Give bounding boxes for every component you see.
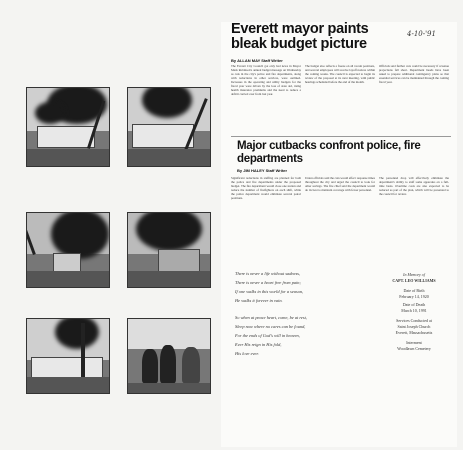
memorial-poem [231,270,371,444]
memorial-line: Services Conducted at [396,318,432,323]
memorial-line: Interment [406,340,422,345]
fire-photo-1 [26,87,110,167]
firefighters-photo [127,318,211,394]
memorial-line: March 10, 1991 [401,308,427,313]
article2-headline: Major cutbacks confront police, fire departments [237,140,421,165]
article1-col3: Officials said further cuts could be necessary if revenue projections fall short. Department heads have been asked to prepare additional contingency plans so that essential services can be maintained through the coming fiscal year. [379,64,449,84]
article1-col1: The Everett City Council got only bad news in Mayor Mark Robinson's annual budget message on Wednesday as cuts in the city's police and fire departments, along with reductions in other services, were outlined. Increases in the operating and utility budgets for the fiscal year were driven by the loss of state aid, rising health insurance premiums and the need to reduce a deficit carried over from last year. [231,64,301,96]
memorial-title: In Memory of [403,272,425,277]
poem-line: There is never a heart free from pain; [235,280,301,285]
memorial-line: Saint Joseph Church [397,324,431,329]
memorial-card [377,272,451,392]
poem-line: There is never a life without sadness, [235,271,301,276]
poem-line: Sleep now where no cares can be found, [235,324,306,329]
memorial-line: Woodlawn Cemetery [397,346,431,351]
poem-line: He walks it forever in vain. [235,298,283,303]
newspaper-clippings [221,22,457,447]
poem-line: His love ever. [235,351,259,356]
memorial-line: Date of Death [402,302,426,307]
poem-line: If one walks in this world for a season, [235,289,304,294]
memorial-name: CAPT. LEO WILLIAMS [392,278,436,283]
article1-byline: By ALLAN MAY Staff Writer [231,58,283,63]
article2-col1: Significant reductions in staffing are planned for both the police and fire departments under the proposed budget. The fire department would close one station and reduce the number of firefighters on each shift, while the police department would eliminate several patrol positions. [231,176,301,200]
fire-photo-2 [127,87,211,167]
handwritten-date: 4-10-'91 [407,30,436,38]
fire-photo-3 [26,212,110,288]
fire-photo-5 [26,318,110,394]
divider [231,136,451,137]
article2-byline: By JIM HALEY Staff Writer [237,168,288,173]
article1-col2: The budget also reflects a freeze on all vacant positions, and several employees will receive layoff notices within the coming weeks. The council is expected to begin its review of the proposal at its next meeting, with public hearings scheduled before the end of the month. [305,64,375,84]
article2-col2: Union officials said the cuts would affect response times throughout the city and urged the council to look for other savings. The fire chief said the department would do its best to maintain coverage with fewer personnel. [305,176,375,192]
memorial-line: Date of Birth [403,288,425,293]
poem-line: Ever His reign in His fold, [235,342,282,347]
article2-col3: The personnel drop will effectively eliminate the department's ability to staff some apparatus on a full-time basis. Overtime costs are also expected to be reduced as part of the plan, which will be presented to the council for review. [379,176,449,196]
memorial-line: Everett, Massachusetts [395,330,433,335]
fire-photo-4 [127,212,211,288]
poem-line: For the ends of God's will in heaven, [235,333,300,338]
article1-headline: Everett mayor paints bleak budget picture [231,21,369,52]
poem-line: So when at peace heart, come, be at rest, [235,315,307,320]
memorial-line: February 14, 1920 [399,294,429,299]
